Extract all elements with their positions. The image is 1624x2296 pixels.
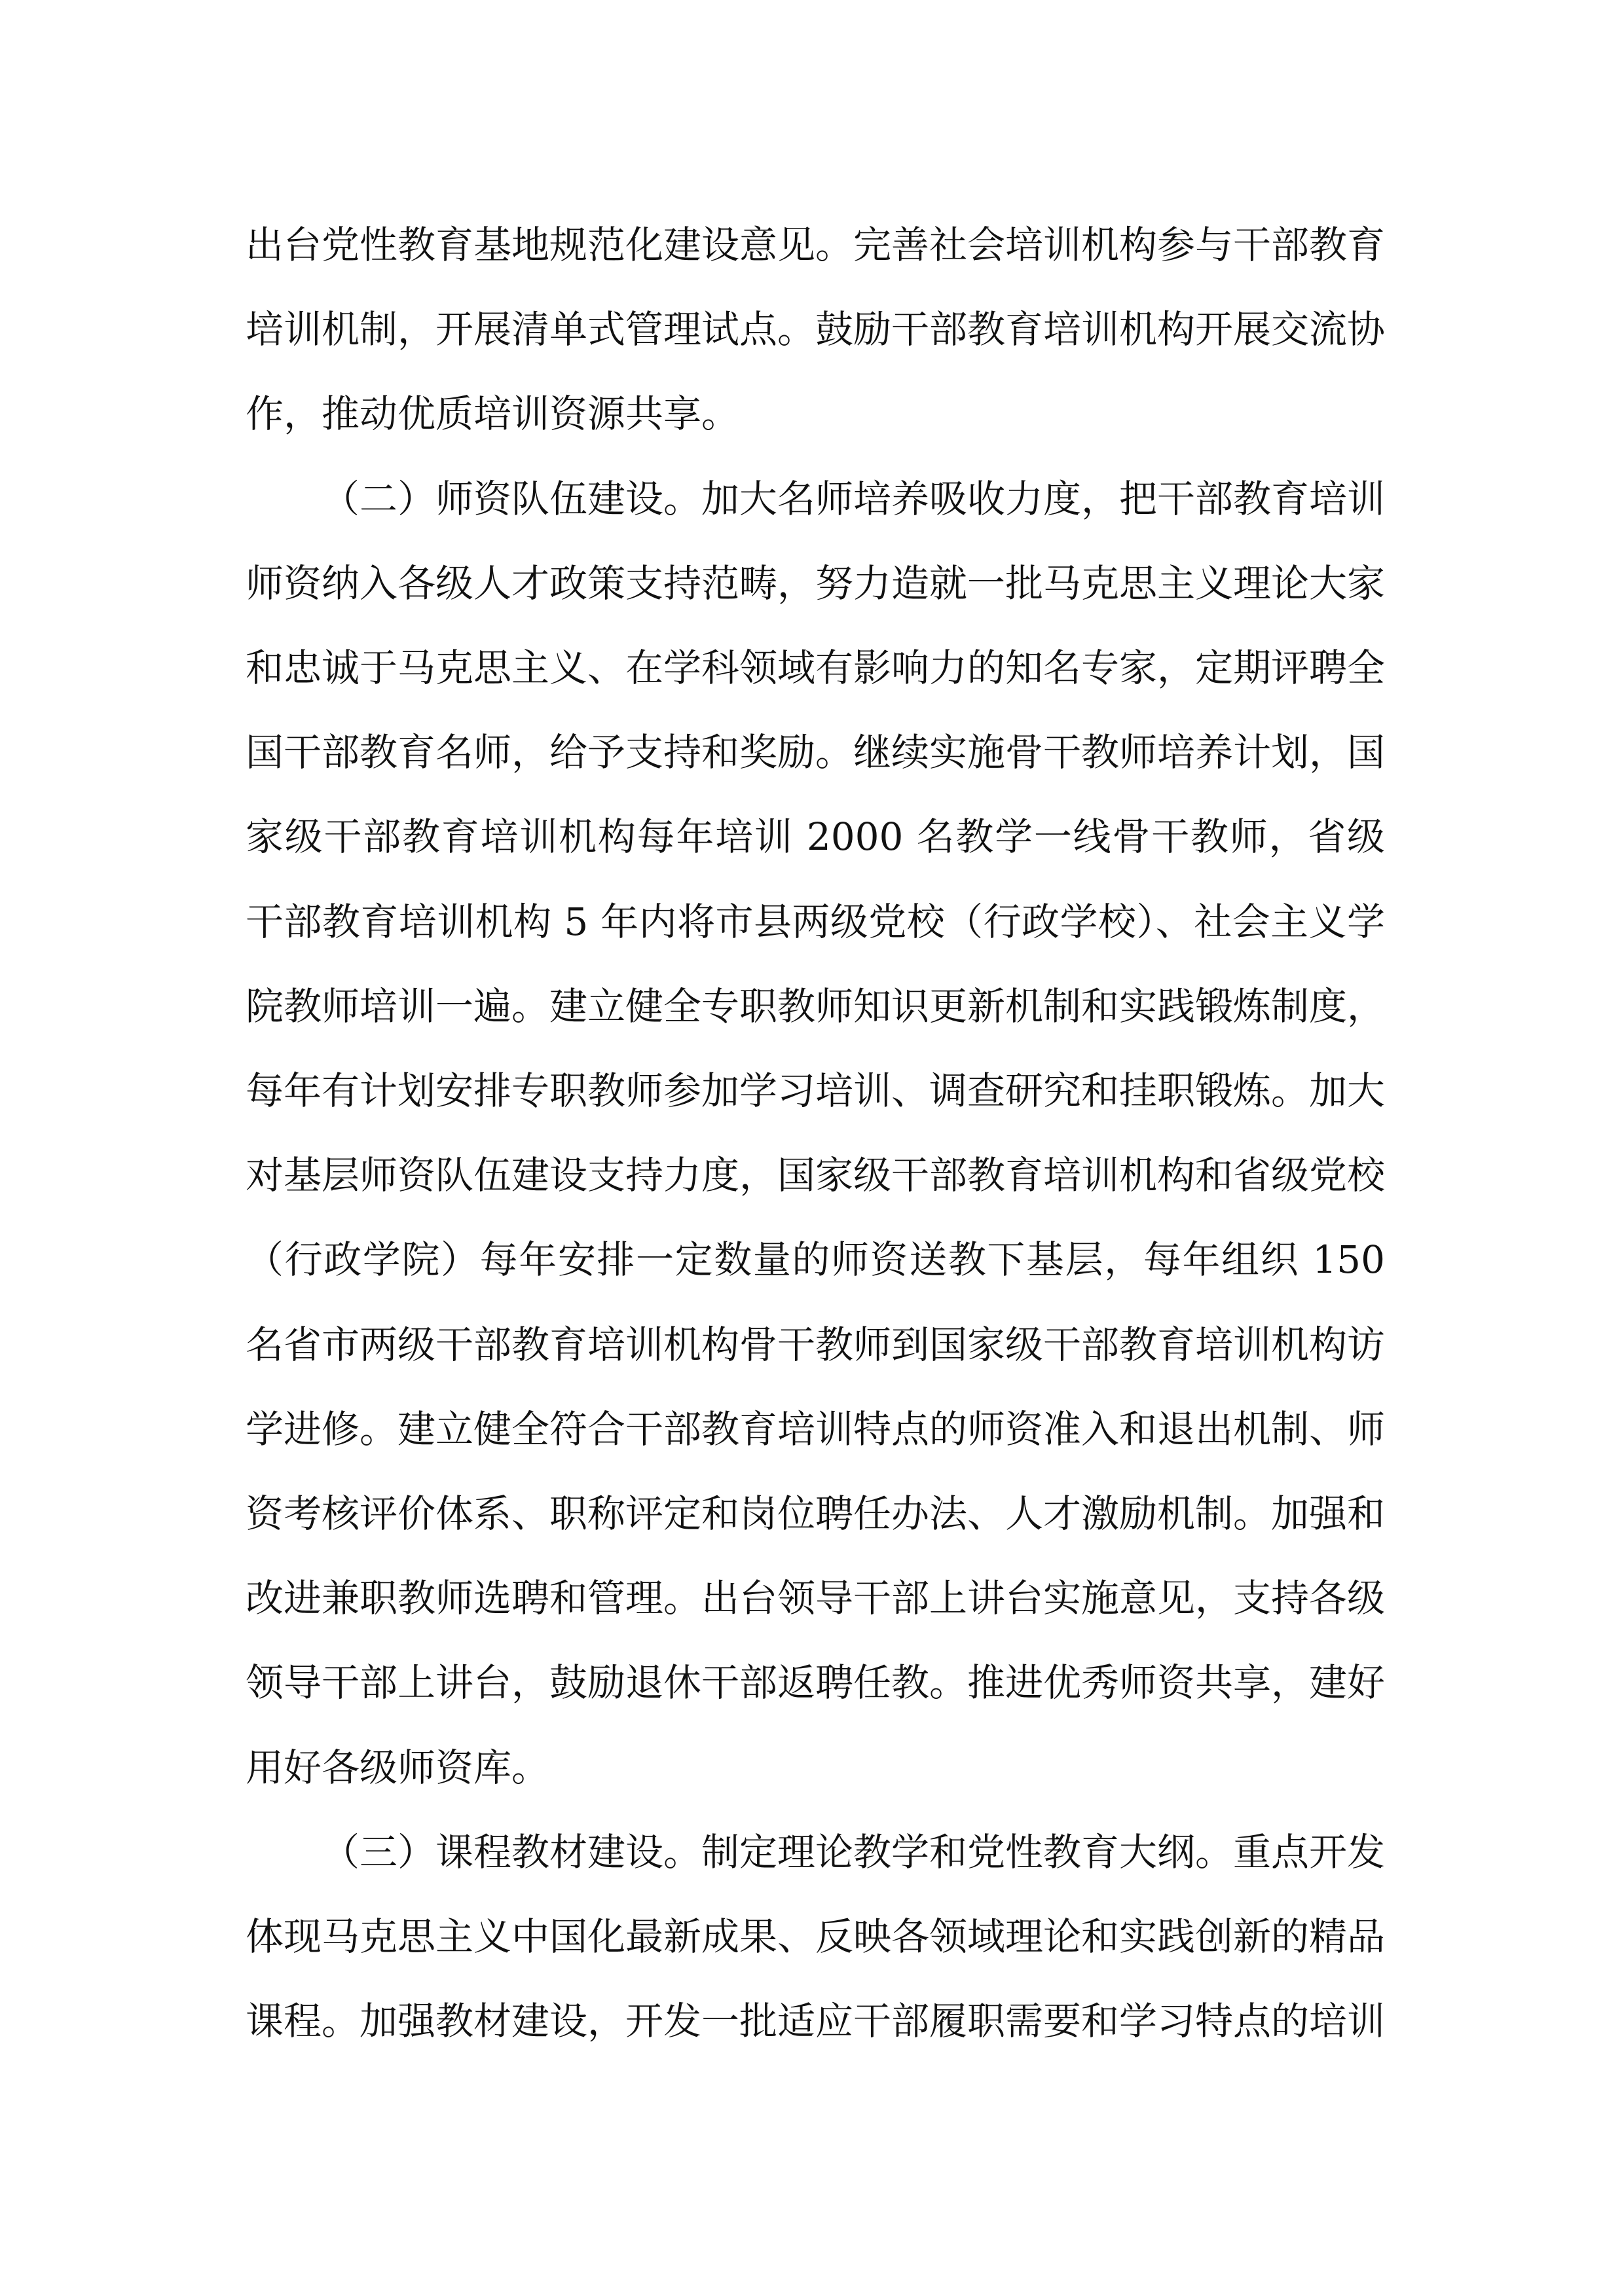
paragraph-curriculum-textbook-construction: （三）课程教材建设。制定理论教学和党性教育大纲。重点开发体现马克思主义中国化最新成果、反映各领域理论和实践创新的精品课程。加强教材建设，开发一批适应干部履职需要和学习特点的培训 <box>246 1829 1386 2044</box>
paragraph-continuation: 出台党性教育基地规范化建设意见。完善社会培训机构参与干部教育培训机制，开展清单式管理试点。鼓励干部教育培训机构开展交流协作，推动优质培训资源共享。 <box>246 223 1386 437</box>
document-body <box>246 203 1385 2064</box>
paragraph-teacher-team-construction: （二）师资队伍建设。加大名师培养吸收力度，把干部教育培训师资纳入各级人才政策支持范畴，努力造就一批马克思主义理论大家和忠诚于马克思主义、在学科领域有影响力的知名专家，定期评聘全国干部教育名师，给予支持和奖励。继续实施骨干教师培养计划，国家级干部教育培训机构每年培训 2000 名教学一线骨干教师，省级干部教育培训机构 5 年内将市县两级党校（行政学校）、社会主义学院教师培训一遍。建立健全专职教师知识更新机制和实践锻炼制度，每年有计划安排专职教师参加学习培训、调查研究和挂职锻炼。加大对基层师资队伍建设支持力度，国家级干部教育培训机构和省级党校（行政学院）每年安排一定数量的师资送教下基层，每年组织 150 名省市两级干部教育培训机构骨干教师到国家级干部教育培训机构访学进修。建立健全符合干部教育培训特点的师资准入和退出机制、师资考核评价体系、职称评定和岗位聘任办法、人才激励机制。加强和改进兼职教师选聘和管理。出台领导干部上讲台实施意见，支持各级领导干部上讲台，鼓励退休干部返聘任教。推进优秀师资共享，建好用好各级师资库。 <box>246 476 1386 1790</box>
